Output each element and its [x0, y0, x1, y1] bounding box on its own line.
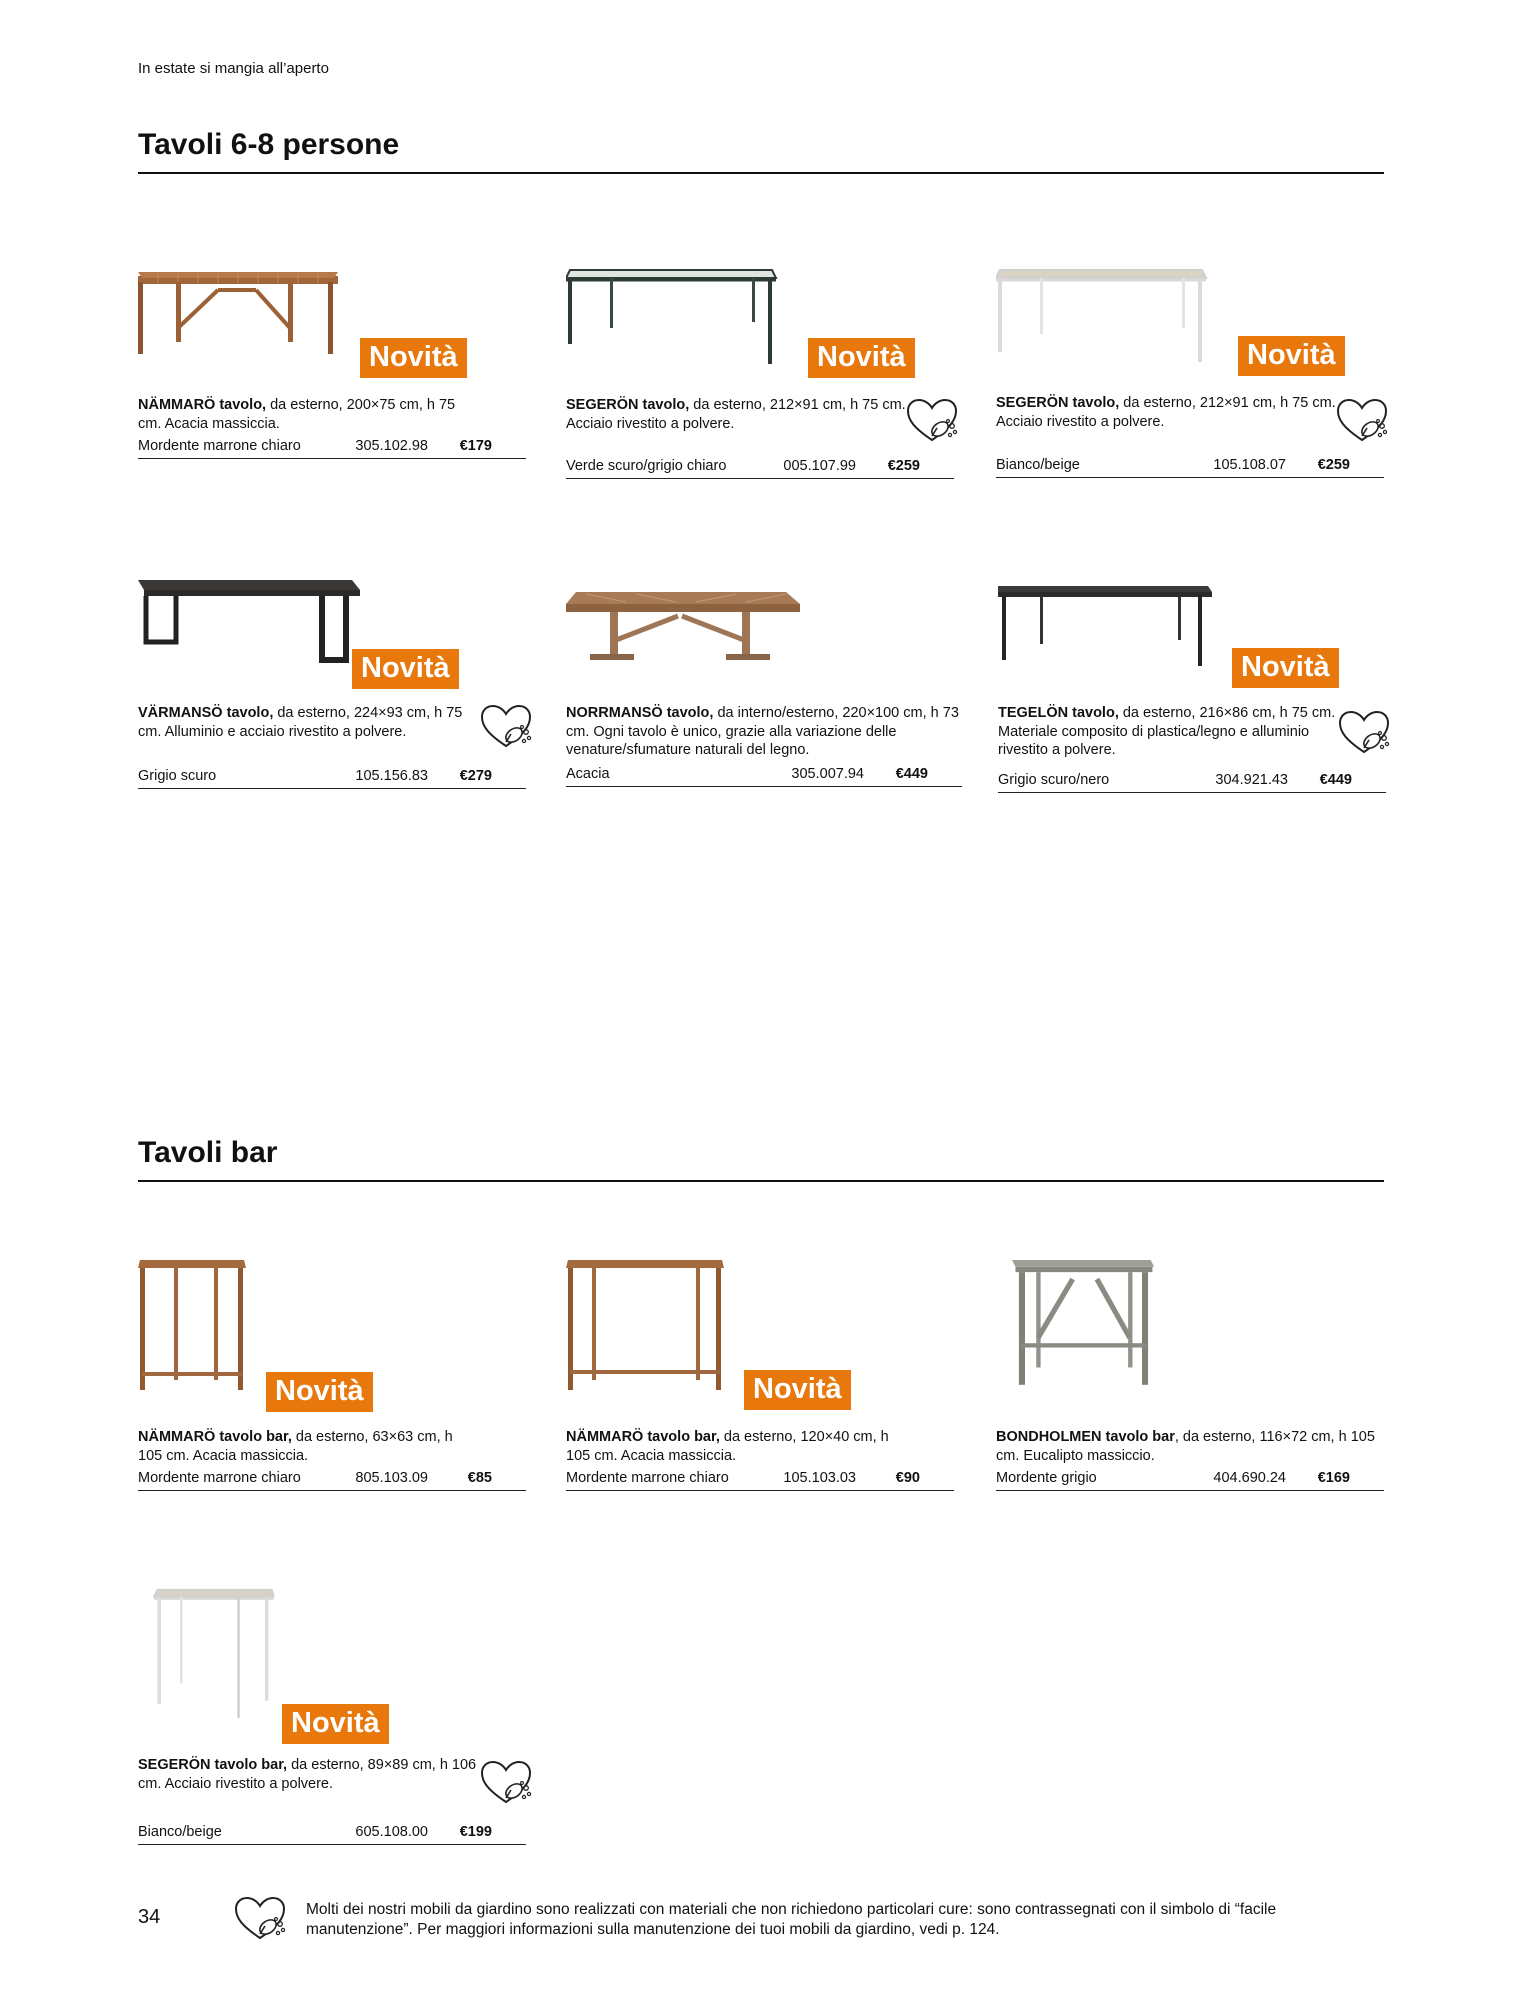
product-card[interactable] — [138, 578, 526, 808]
product-image-segeron-table-green — [566, 268, 806, 398]
product-price: €449 — [1319, 772, 1352, 788]
product-info-row — [996, 455, 1384, 478]
product-name: BONDHOLMEN tavolo bar — [996, 1429, 1175, 1445]
product-color: Mordente grigio — [996, 1470, 1097, 1486]
care-footnote: Molti dei nostri mobili da giardino sono realizzati con materiali che non richiedono particolari cure: sono contrassegnati con il simbolo di “facile manutenzione”. Per maggiori informazioni sulla manutenzione dei tuoi mobili da giardino, vedi p. 124. — [306, 1901, 1277, 1938]
product-image-nammaro-table — [138, 268, 378, 398]
section-divider — [138, 172, 1384, 174]
product-name: TEGELÖN tavolo, — [998, 705, 1119, 721]
easy-care-heart-icon — [478, 1758, 534, 1808]
product-info-row — [998, 770, 1386, 793]
article-number: 105.103.03 — [783, 1470, 856, 1486]
easy-care-heart-icon — [904, 396, 960, 446]
product-info-row — [996, 1468, 1384, 1491]
article-number: 005.107.99 — [783, 458, 856, 474]
product-description — [138, 1428, 478, 1465]
product-card[interactable] — [138, 1260, 526, 1490]
product-description — [996, 1428, 1386, 1465]
product-name: NORRMANSÖ tavolo, — [566, 705, 714, 721]
product-image-varmanso-table — [138, 578, 378, 708]
product-description — [566, 396, 906, 433]
product-card[interactable] — [566, 268, 954, 498]
product-info-row — [566, 1468, 954, 1491]
product-color: Acacia — [566, 766, 610, 782]
product-color: Grigio scuro — [138, 768, 217, 784]
product-description — [138, 704, 478, 741]
product-color: Mordente marrone chiaro — [138, 438, 301, 454]
article-number: 805.103.09 — [355, 1470, 428, 1486]
product-description — [998, 704, 1338, 760]
product-info-row — [566, 764, 962, 787]
section-divider — [138, 1180, 1384, 1182]
product-details: , da esterno, 116×72 cm, h 105 cm. Eucalipto massiccio. — [996, 1429, 1375, 1464]
product-info-row — [138, 1822, 526, 1845]
product-price: €199 — [459, 1824, 492, 1840]
product-card[interactable] — [566, 1260, 954, 1490]
novita-badge: Novità — [808, 338, 915, 378]
section-title-tables: Tavoli 6-8 persone — [138, 128, 400, 161]
product-price: €259 — [1317, 457, 1350, 473]
product-details: da esterno, 216×86 cm, h 75 cm. Materiale composito di plastica/legno e alluminio rivestito a polvere. — [998, 705, 1336, 758]
article-number: 305.102.98 — [355, 438, 428, 454]
product-details: da esterno, 63×63 cm, h 105 cm. Acacia massiccia. — [138, 1429, 453, 1464]
page-number: 34 — [138, 1906, 161, 1928]
article-number: 404.690.24 — [1213, 1470, 1286, 1486]
product-color: Mordente marrone chiaro — [138, 1470, 301, 1486]
article-number: 105.108.07 — [1213, 457, 1286, 473]
product-color: Verde scuro/grigio chiaro — [566, 458, 727, 474]
product-description — [138, 396, 478, 433]
section-title-bar-tables: Tavoli bar — [138, 1136, 278, 1169]
product-color: Bianco/beige — [996, 457, 1080, 473]
product-info-row — [566, 456, 954, 479]
novita-badge: Novità — [282, 1704, 389, 1744]
product-card[interactable] — [998, 578, 1386, 808]
novita-badge: Novità — [266, 1372, 373, 1412]
product-name: SEGERÖN tavolo bar, — [138, 1757, 288, 1773]
novita-badge: Novità — [1232, 648, 1339, 688]
easy-care-heart-icon — [478, 702, 534, 752]
easy-care-heart-icon — [1334, 396, 1390, 446]
product-name: VÄRMANSÖ tavolo, — [138, 705, 274, 721]
article-number: 105.156.83 — [355, 768, 428, 784]
product-info-row — [138, 1468, 526, 1491]
product-details: da esterno, 89×89 cm, h 106 cm. Acciaio rivestito a polvere. — [138, 1757, 477, 1792]
product-image-segeron-table-white — [996, 268, 1236, 398]
product-details: da interno/esterno, 220×100 cm, h 73 cm. Ogni tavolo è unico, grazie alla variazione delle venature/sfumature naturali del legno. — [566, 705, 959, 758]
product-name: NÄMMARÖ tavolo bar, — [138, 1429, 292, 1445]
product-details: da esterno, 120×40 cm, h 105 cm. Acacia massiccia. — [566, 1429, 889, 1464]
product-details: da esterno, 224×93 cm, h 75 cm. Alluminio e acciaio rivestito a polvere. — [138, 705, 463, 740]
product-description — [566, 1428, 906, 1465]
product-card[interactable] — [566, 578, 959, 808]
product-info-row — [138, 766, 526, 789]
product-card[interactable] — [138, 268, 526, 498]
product-image-nammaro-bar-table-square — [138, 1260, 378, 1390]
product-name: NÄMMARÖ tavolo bar, — [566, 1429, 720, 1445]
product-name: SEGERÖN tavolo, — [996, 395, 1120, 411]
product-details: da esterno, 212×91 cm, h 75 cm. Acciaio rivestito a polvere. — [996, 395, 1336, 430]
novita-badge: Novità — [1238, 336, 1345, 376]
product-price: €279 — [459, 768, 492, 784]
product-image-bondholmen-bar-table — [996, 1260, 1236, 1390]
product-card[interactable] — [138, 1588, 526, 1840]
product-price: €259 — [887, 458, 920, 474]
product-card[interactable] — [996, 1260, 1384, 1490]
product-image-segeron-bar-table — [138, 1588, 378, 1718]
product-info-row — [138, 436, 526, 459]
product-card[interactable] — [996, 268, 1384, 498]
product-description — [996, 394, 1336, 431]
novita-badge: Novità — [352, 649, 459, 689]
product-color: Bianco/beige — [138, 1824, 222, 1840]
product-price: €85 — [467, 1470, 492, 1486]
product-price: €449 — [895, 766, 928, 782]
product-details: da esterno, 212×91 cm, h 75 cm. Acciaio rivestito a polvere. — [566, 397, 906, 432]
product-image-tegelon-table — [998, 578, 1238, 708]
product-name: SEGERÖN tavolo, — [566, 397, 690, 413]
easy-care-heart-icon — [232, 1894, 288, 1944]
product-color: Mordente marrone chiaro — [566, 1470, 729, 1486]
novita-badge: Novità — [744, 1370, 851, 1410]
article-number: 305.007.94 — [791, 766, 864, 782]
product-details: da esterno, 200×75 cm, h 75 cm. Acacia massiccia. — [138, 397, 456, 432]
novita-badge: Novità — [360, 338, 467, 378]
product-price: €179 — [459, 438, 492, 454]
product-color: Grigio scuro/nero — [998, 772, 1110, 788]
page-kicker: In estate si mangia all’aperto — [138, 60, 329, 77]
article-number: 304.921.43 — [1215, 772, 1288, 788]
article-number: 605.108.00 — [355, 1824, 428, 1840]
product-description — [566, 704, 966, 760]
easy-care-heart-icon — [1336, 708, 1392, 758]
product-price: €90 — [895, 1470, 920, 1486]
product-name: NÄMMARÖ tavolo, — [138, 397, 267, 413]
product-description — [138, 1756, 478, 1793]
product-price: €169 — [1317, 1470, 1350, 1486]
product-image-norrmanso-table — [566, 578, 806, 708]
